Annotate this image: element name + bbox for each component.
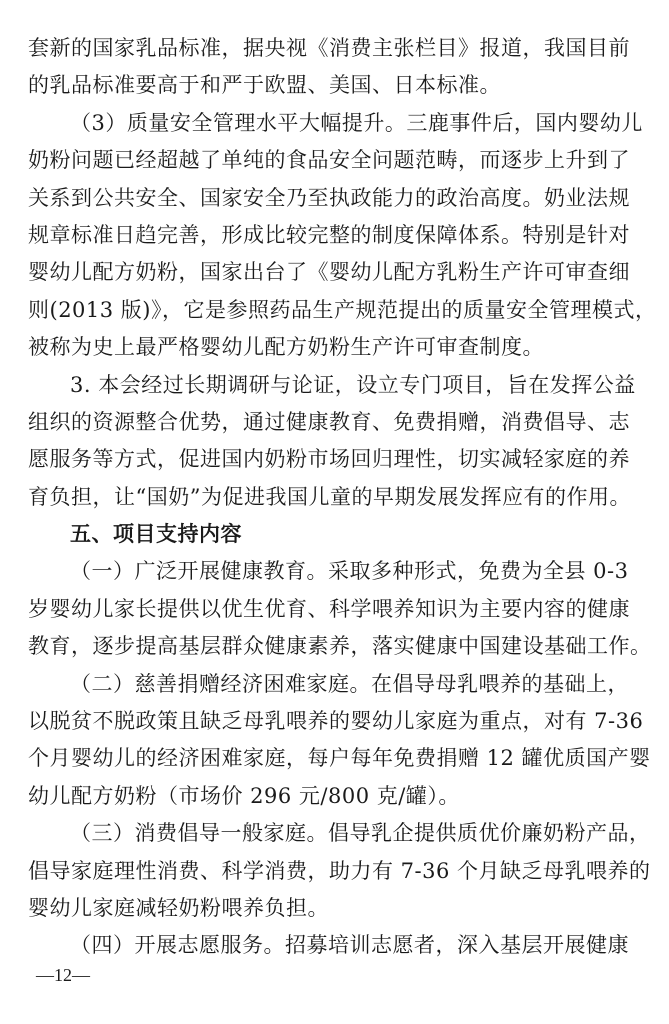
text-line: 规章标准日趋完善，形成比较完整的制度保障体系。特别是针对 <box>28 222 630 247</box>
text-line: （三）消费倡导一般家庭。倡导乳企提供质优价廉奶粉产品， <box>70 821 651 846</box>
text-line: 岁婴幼儿家长提供以优生优育、科学喂养知识为主要内容的健康 <box>28 596 630 621</box>
text-line: （四）开展志愿服务。招募培训志愿者，深入基层开展健康 <box>70 933 629 958</box>
text-line: 以脱贫不脱政策且缺乏母乳喂养的婴幼儿家庭为重点，对有 7-36 <box>28 709 644 734</box>
text-line: 奶粉问题已经超越了单纯的食品安全问题范畴，而逐步上升到了 <box>28 148 630 173</box>
text-line: 被称为史上最严格婴幼儿配方奶粉生产许可审查制度。 <box>28 335 544 360</box>
text-line: 教育，逐步提高基层群众健康素养，落实健康中国建设基础工作。 <box>28 634 652 659</box>
text-line: 3. 本会经过长期调研与论证，设立专门项目，旨在发挥公益 <box>70 372 636 397</box>
text-line: 育负担，让“国奶”为促进我国儿童的早期发展发挥应有的作用。 <box>28 484 631 509</box>
text-line: 组织的资源整合优势，通过健康教育、免费捐赠，消费倡导、志 <box>28 409 630 434</box>
text-line: （3）质量安全管理水平大幅提升。三鹿事件后，国内婴幼儿 <box>70 110 643 135</box>
text-line: 幼儿配方奶粉（市场价 296 元/800 克/罐）。 <box>28 783 460 808</box>
document-body <box>28 30 657 965</box>
section-heading: 五、项目支持内容 <box>70 522 242 547</box>
text-line: 婴幼儿家庭减轻奶粉喂养负担。 <box>28 895 329 920</box>
text-line: 个月婴幼儿的经济困难家庭，每户每年免费捐赠 12 罐优质国产婴 <box>28 746 651 771</box>
text-line: 的乳品标准要高于和严于欧盟、美国、日本标准。 <box>28 73 501 98</box>
text-line: 愿服务等方式，促进国内奶粉市场回归理性，切实减轻家庭的养 <box>28 447 630 472</box>
text-line: 婴幼儿配方奶粉，国家出台了《婴幼儿配方乳粉生产许可审查细 <box>28 260 630 285</box>
text-line: 套新的国家乳品标准，据央视《消费主张栏目》报道，我国目前 <box>28 36 630 60</box>
page-number: —12— <box>36 965 90 985</box>
text-line: （二）慈善捐赠经济困难家庭。在倡导母乳喂养的基础上， <box>70 671 629 696</box>
text-line: 关系到公共安全、国家安全乃至执政能力的政治高度。奶业法规 <box>28 185 630 210</box>
text-line: 则(2013 版)》，它是参照药品生产规范提出的质量安全管理模式， <box>28 297 657 322</box>
text-line: 倡导家庭理性消费、科学消费，助力有 7-36 个月缺乏母乳喂养的 <box>28 858 651 883</box>
text-line: （一）广泛开展健康教育。采取多种形式，免费为全县 0-3 <box>70 559 629 584</box>
